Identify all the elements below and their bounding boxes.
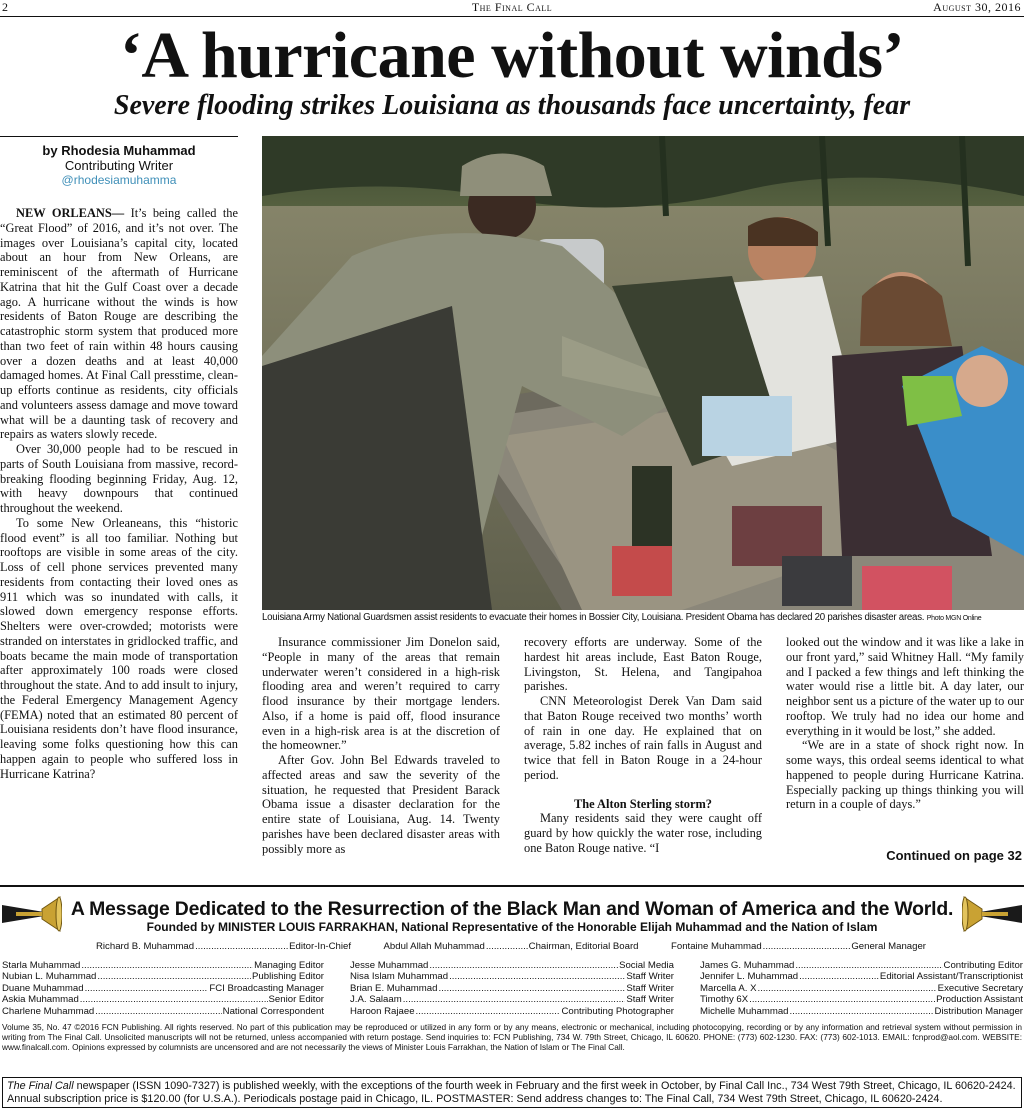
staff-entry: Marcella A. X ..... Executive Secretary [700,983,1023,994]
article-paragraph: Over 30,000 people had to be rescued in parts of South Louisiana from massive, record-breaking flooding beginning Friday, Aug. 12, with heavy downpours that continued throughout the weekend. [0,442,238,515]
byline-role: Contributing Writer [64,158,174,173]
notice-publication-name: The Final Call [7,1080,74,1092]
publication-name: The Final Call [471,0,553,14]
section-subhead: The Alton Sterling storm? [573,796,712,811]
article-paragraph: CNN Meteorologist Derek Van Dam said that Baton Rouge received two months’ worth of rain in one day. He explained that on average, 5.82 inches of rain falls in August and twice that fell in Baton Rouge in a 24-hour period. [524,694,762,782]
flood-rescue-photo [262,136,1024,610]
staff-entry: Nisa Islam Muhammad ..... Staff Writer [350,971,674,982]
byline-social-handle[interactable]: @rhodesiamuhamma [61,173,177,187]
article-paragraph: Insurance commissioner Jim Donelon said, “People in many of the areas that remain underwater weren’t considered in a high-risk flooding area and weren’t required to carry flood insurance by their mortgage lenders. Also, if a home is paid off, flood insurance even in a high-risk area is at the discretion of the homeowner.” [262,635,500,753]
staff-entry: Michelle Muhammad ..... Distribution Manager [700,1006,1023,1017]
staff-entry: Duane Muhammad ..... FCI Broadcasting Manager [2,983,324,994]
article-column-3 [524,635,762,856]
article-paragraph: looked out the window and it was like a lake in our front yard,” said Whitney Hall. “My family and I packed a few things and left thinking the water would rise a little bit. A day later, our neighbor sent us a picture of the water up to our rooftop. We truly had no idea our home and everything in it would be lost,” she added. [786,635,1024,738]
staff-list-column-2 [350,960,674,1017]
staff-entry: Abdul Allah Muhammad ..... Chairman, Editorial Board [384,941,639,952]
article-paragraph: Many residents said they were caught off guard by how quickly the water rose, including one Baton Rouge native. “I [524,811,762,855]
trumpet-icon [2,895,62,933]
byline-rule [0,136,238,137]
dateline: NEW ORLEANS— [16,206,125,220]
article-column-4 [786,635,1024,812]
byline-author: by Rhodesia Muhammad [42,143,196,158]
staff-list-column-3 [700,960,1023,1017]
staff-entry: Jennifer L. Muhammad ..... Editorial Assistant/Transcriptionist [700,971,1023,982]
publication-notice: The Final Call newspaper (ISSN 1090-7327) is published weekly, with the exceptions of the fourth week in February and the first week in October, by Final Call Inc., 734 West 79th Street, Chicago, IL 60620-2424. Annual subscription price is $120.00 (for U.S.A.). Periodicals postage paid in Chicago, IL. POSTMASTER: Send address changes to: The Final Call, 734 West 79th Street, Chicago, IL 60620-2424. [7,1080,1016,1105]
staff-entry: Fontaine Muhammad ..... General Manager [671,941,926,952]
photo-illustration [262,136,1024,610]
staff-entry: Haroon Rajaee ..... Contributing Photographer [350,1006,674,1017]
staff-entry: Charlene Muhammad ..... National Correspondent [2,1006,324,1017]
staff-entry: Starla Muhammad ..... Managing Editor [2,960,324,971]
issue-date: August 30, 2016 [933,0,1021,14]
trumpet-icon [962,895,1022,933]
article-paragraph: “We are in a state of shock right now. In some ways, this ordeal seems identical to what happened to people during Hurricane Katrina. Especially packing up things thinking you will return in a couple of days.” [786,738,1024,812]
article-paragraph: recovery efforts are underway. Some of the hardest hit areas include, East Baton Rouge, Livingston, St. Helena, and Tangipahoa parishes. [524,635,762,694]
article-paragraph: To some New Orleaneans, this “historic flood event” is all too familiar. Nothing but rooftops are visible in some areas of the city. Loss of cell phone services prevented many residents from contacting their loved ones as 911 which was so inundated with calls, it slowed down emergency response efforts. Shelters were over-crowded; motorists were stranded on interstates in gridlocked traffic, and boats became the main mode of transportation after approximately 100 roads were closed throughout the state. And to add insult to injury, the Federal Emergency Management Agency (FEMA) noted that an estimated 80 percent of Louisiana residents don’t have flood insurance, leaving some folks questioning how this can happen again to people who suffered loss in Hurricane Katrina? [0,515,238,781]
headline: ‘A hurricane without winds’ [119,19,905,92]
deck-subheadline: Severe flooding strikes Louisiana as thousands face uncertainty, fear [113,90,911,121]
article-paragraph: After Gov. John Bel Edwards traveled to affected areas and saw the severity of the situation, he requested that President Barack Obama issue a disaster declaration for the entire state of Louisiana, Aug. 14. Twenty parishes have been declared disaster areas with possibly more as [262,753,500,856]
masthead-rule [0,885,1024,887]
staff-entry: James G. Muhammad ..... Contributing Editor [700,960,1023,971]
continued-link[interactable]: Continued on page 32 [886,848,1022,863]
staff-entry: Richard B. Muhammad ..... Editor-In-Chief [96,941,351,952]
article-column-1 [0,206,238,781]
legal-notice: Volume 35, No. 47 ©2016 FCN Publishing. All rights reserved. No part of this publication may be reproduced or utilized in any form or by any means, electronic or mechanical, including photocopying, recording or by any information and retrieval system without permission in writing from The Final Call. Unsolicited manuscripts will not be returned, unless accompanied with return postage. Send inquiries to: FCN Publishing, 734 W. 79th Street, Chicago, IL 60620. PHONE: (773) 602-1230. FAX: (773) 602-1013. EMAIL: fcnprod@aol.com. WEBSITE: www.finalcall.com. Opinions expressed by columnists are uncensored and are not necessarily the views of Minister Louis Farrakhan, the Nation of Islam or The Final Call. [2,1022,1022,1052]
masthead-title: A Message Dedicated to the Resurrection of the Black Man and Woman of America and the World. [70,898,954,920]
staff-list-column-1 [2,960,324,1017]
staff-entry: Timothy 6X ..... Production Assistant [700,994,1023,1005]
photo-caption: Louisiana Army National Guardsmen assist residents to evacuate their homes in Bossier City, Louisiana. President Obama has declared 20 parishes disaster areas. Photo MGN Online [262,612,982,623]
staff-entry: Jesse Muhammad ..... Social Media [350,960,674,971]
masthead-subtitle: Founded by MINISTER LOUIS FARRAKHAN, National Representative of the Honorable Elijah Muhammad and the Nation of Islam [146,920,878,934]
staff-entry: Brian E. Muhammad ..... Staff Writer [350,983,674,994]
staff-entry: J.A. Salaam ..... Staff Writer [350,994,674,1005]
article-column-2 [262,635,500,856]
byline [0,143,238,188]
masthead-top-staff [96,941,926,952]
staff-entry: Nubian L. Muhammad ..... Publishing Editor [2,971,324,982]
article-paragraph: NEW ORLEANS— It’s being called the “Great Flood” of 2016, and it’s not over. The images over Louisiana’s capital city, located about an hour from New Orleans, are reminiscent of the aftermath of Hurricane Katrina that hit the Gulf Coast over a decade ago. A hurricane without the winds is how residents of Baton Rouge are describing the catastrophic storm system that produced more than two feet of rain within 48 hours causing over a dozen deaths and at least 40,000 damaged homes. At Final Call presstime, clean-up efforts continue as residents, city officials and volunteers assess damage and move toward what will be a daunting task of recovery and repairs as waters slowly recede. [0,206,238,442]
staff-entry: Askia Muhammad ..... Senior Editor [2,994,324,1005]
page-folio [0,0,1024,17]
page-number: 2 [2,0,8,14]
photo-credit: Photo MGN Online [926,615,982,622]
